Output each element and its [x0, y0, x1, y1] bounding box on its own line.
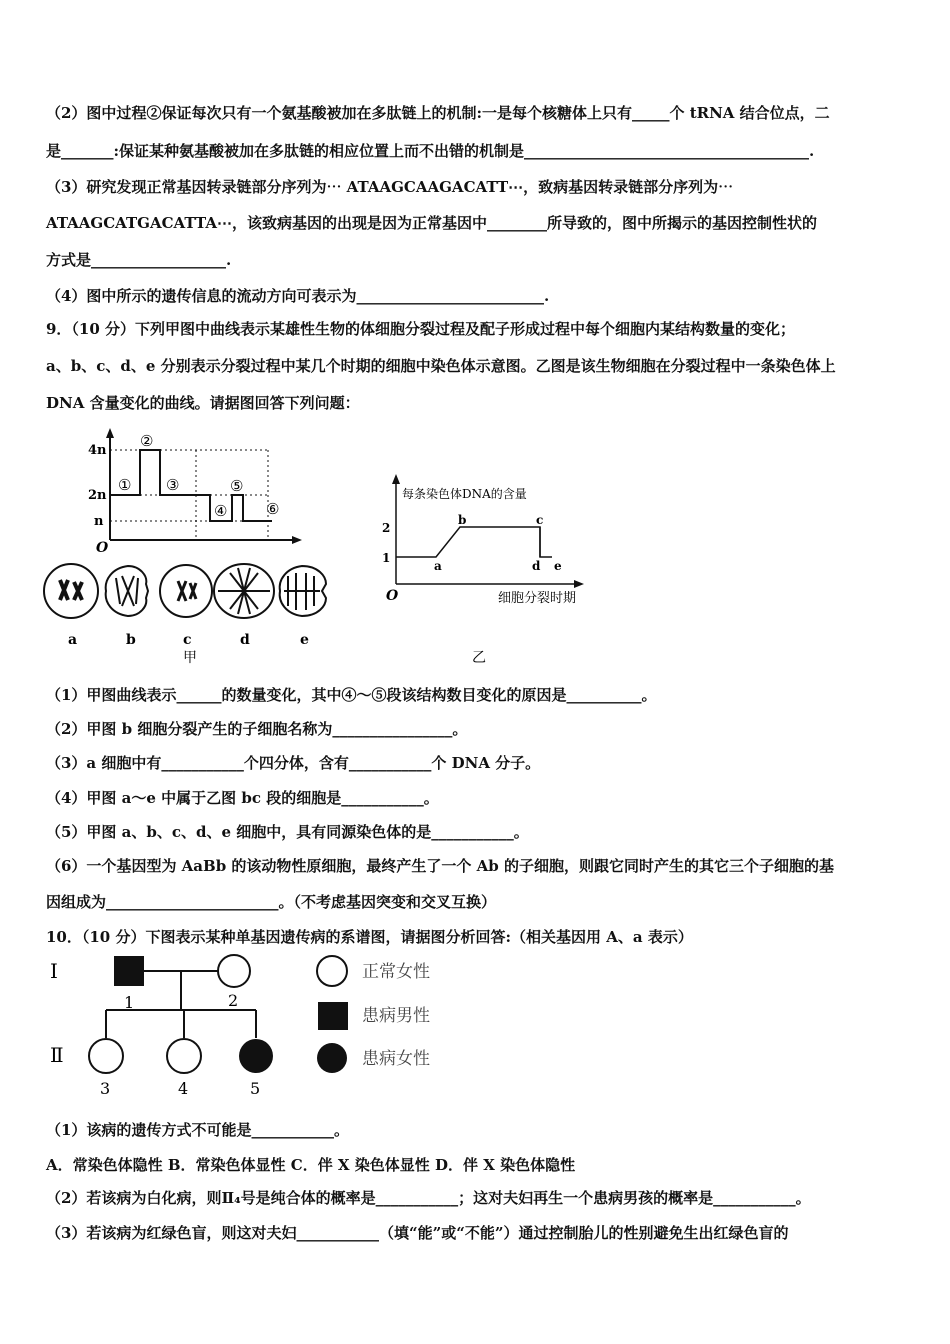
jia-ylabel-n: n	[94, 514, 104, 529]
individual-id-5: 5	[250, 1079, 261, 1098]
figure-yi	[376, 472, 616, 668]
legend-affected-male-symbol	[318, 1002, 348, 1030]
individual-id-3: 3	[100, 1079, 111, 1098]
q8-4-line: （4）图中所示的遗传信息的流动方向可表示为_________________________.	[46, 287, 550, 305]
individual-II3-normal-female	[89, 1039, 123, 1073]
cell-label-d: d	[240, 632, 250, 648]
q9-1: （1）甲图曲线表示______的数量变化，其中④～⑤段该结构数目变化的原因是__________。	[46, 686, 657, 704]
yi-xlabel: 细胞分裂时期	[498, 591, 577, 606]
q9-3: （3）a 细胞中有___________个四分体，含有___________个 DNA 分子。	[46, 754, 541, 772]
individual-id-2: 2	[228, 991, 239, 1010]
legend-affected-female-label: 患病女性	[362, 1049, 430, 1069]
q8-2-line2: 是_______:保证某种氨基酸被加在多肽链的相应位置上而不出错的机制是______________________________________.	[46, 142, 815, 160]
q10-1-options: A．常染色体隐性 B．常染色体显性 C．伴 X 染色体显性 D．伴 X 染色体隐性	[46, 1156, 576, 1174]
individual-II4-normal-female	[167, 1039, 201, 1073]
legend-normal-female-label: 正常女性	[362, 962, 430, 982]
cell-e	[280, 566, 326, 616]
cell-label-e: e	[300, 632, 309, 648]
q9-intro-line2: a、b、c、d、e 分别表示分裂过程中某几个时期的细胞中染色体示意图。乙图是该生物细胞在分裂过程中一条染色体上	[46, 357, 836, 375]
cell-b	[106, 566, 148, 616]
q9-intro-line3: DNA 含量变化的曲线。请据图回答下列问题：	[46, 394, 360, 412]
q10-3: （3）若该病为红绿色盲，则这对夫妇___________（填“能”或“不能”）通过控制胎儿的性别避免生出红绿色盲的	[46, 1224, 789, 1242]
q9-5: （5）甲图 a、b、c、d、e 细胞中，具有同源染色体的是___________。	[46, 823, 529, 841]
individual-id-1: 1	[124, 993, 135, 1012]
jia-origin: O	[96, 540, 109, 556]
jia-seg-4: ④	[214, 502, 228, 520]
legend-affected-male-label: 患病男性	[362, 1006, 430, 1026]
cell-a	[44, 564, 98, 618]
q8-2-line1: （2）图中过程②保证每次只有一个氨基酸被加在多肽链上的机制:一是每个核糖体上只有_____个 tRNA 结合位点，二	[46, 104, 830, 122]
q10-intro: 10．（10 分）下图表示某种单基因遗传病的系谱图，请据图分析回答:（相关基因用 A、a 表示）	[46, 928, 693, 946]
yi-point-d: d	[532, 559, 541, 573]
legend-affected-female-symbol	[317, 1043, 347, 1073]
yi-point-b: b	[458, 513, 467, 527]
pedigree-chart	[40, 950, 480, 1108]
yi-origin: O	[386, 588, 399, 604]
q9-4: （4）甲图 a～e 中属于乙图 bc 段的细胞是___________。	[46, 789, 439, 807]
cell-label-b: b	[126, 632, 136, 648]
q10-2: （2）若该病为白化病，则Ⅱ₄号是纯合体的概率是___________；这对夫妇再生一个患病男孩的概率是___________。	[46, 1189, 811, 1207]
jia-ylabel-4n: 4n	[88, 443, 107, 458]
q8-3-line2: ATAAGCATGACATTA⋯，该致病基因的出现是因为正常基因中________所导致的，图中所揭示的基因控制性状的	[46, 214, 817, 232]
jia-seg-6: ⑥	[266, 500, 280, 518]
cell-label-c: c	[183, 632, 192, 648]
yi-point-c: c	[536, 513, 544, 527]
cell-c	[160, 565, 212, 617]
individual-id-4: 4	[178, 1079, 189, 1098]
individual-I2-normal-female	[218, 955, 250, 987]
q9-intro-line1: 9．（10 分）下列甲图中曲线表示某雄性生物的体细胞分裂过程及配子形成过程中每个细胞内某结构数量的变化；	[46, 320, 796, 338]
jia-seg-5: ⑤	[230, 477, 244, 495]
generation-I: Ⅰ	[50, 959, 58, 983]
legend-normal-female-symbol	[317, 956, 347, 986]
yi-ylabel: 每条染色体DNA的含量	[402, 487, 527, 501]
yi-point-e: e	[554, 559, 562, 573]
jia-ylabel-2n: 2n	[88, 488, 107, 503]
figure-jia	[40, 428, 360, 668]
yi-point-a: a	[434, 559, 442, 573]
q8-3-line1: （3）研究发现正常基因转录链部分序列为⋯ ATAAGCAAGACATT⋯，致病基因转录链部分序列为⋯	[46, 178, 734, 196]
q9-6-line1: （6）一个基因型为 AaBb 的该动物性原细胞，最终产生了一个 Ab 的子细胞，则跟它同时产生的其它三个子细胞的基	[46, 857, 834, 875]
jia-seg-2: ②	[140, 432, 154, 450]
cell-label-a: a	[68, 632, 78, 648]
generation-II: Ⅱ	[50, 1043, 64, 1067]
yi-ytick-1: 1	[382, 551, 391, 565]
q10-1: （1）该病的遗传方式不可能是___________。	[46, 1121, 349, 1139]
jia-seg-3: ③	[166, 476, 180, 494]
jia-seg-1: ①	[118, 476, 132, 494]
q8-3-line3: 方式是__________________.	[46, 251, 232, 269]
q9-2: （2）甲图 b 细胞分裂产生的子细胞名称为________________。	[46, 720, 468, 738]
individual-I1-affected-male	[114, 956, 144, 986]
yi-caption: 乙	[472, 650, 486, 666]
jia-caption: 甲	[183, 650, 197, 666]
q9-6-line2: 因组成为_______________________。（不考虑基因突变和交叉互换）	[46, 893, 497, 911]
cell-d	[214, 564, 274, 618]
yi-ytick-2: 2	[382, 521, 391, 535]
individual-II5-affected-female	[239, 1039, 273, 1073]
